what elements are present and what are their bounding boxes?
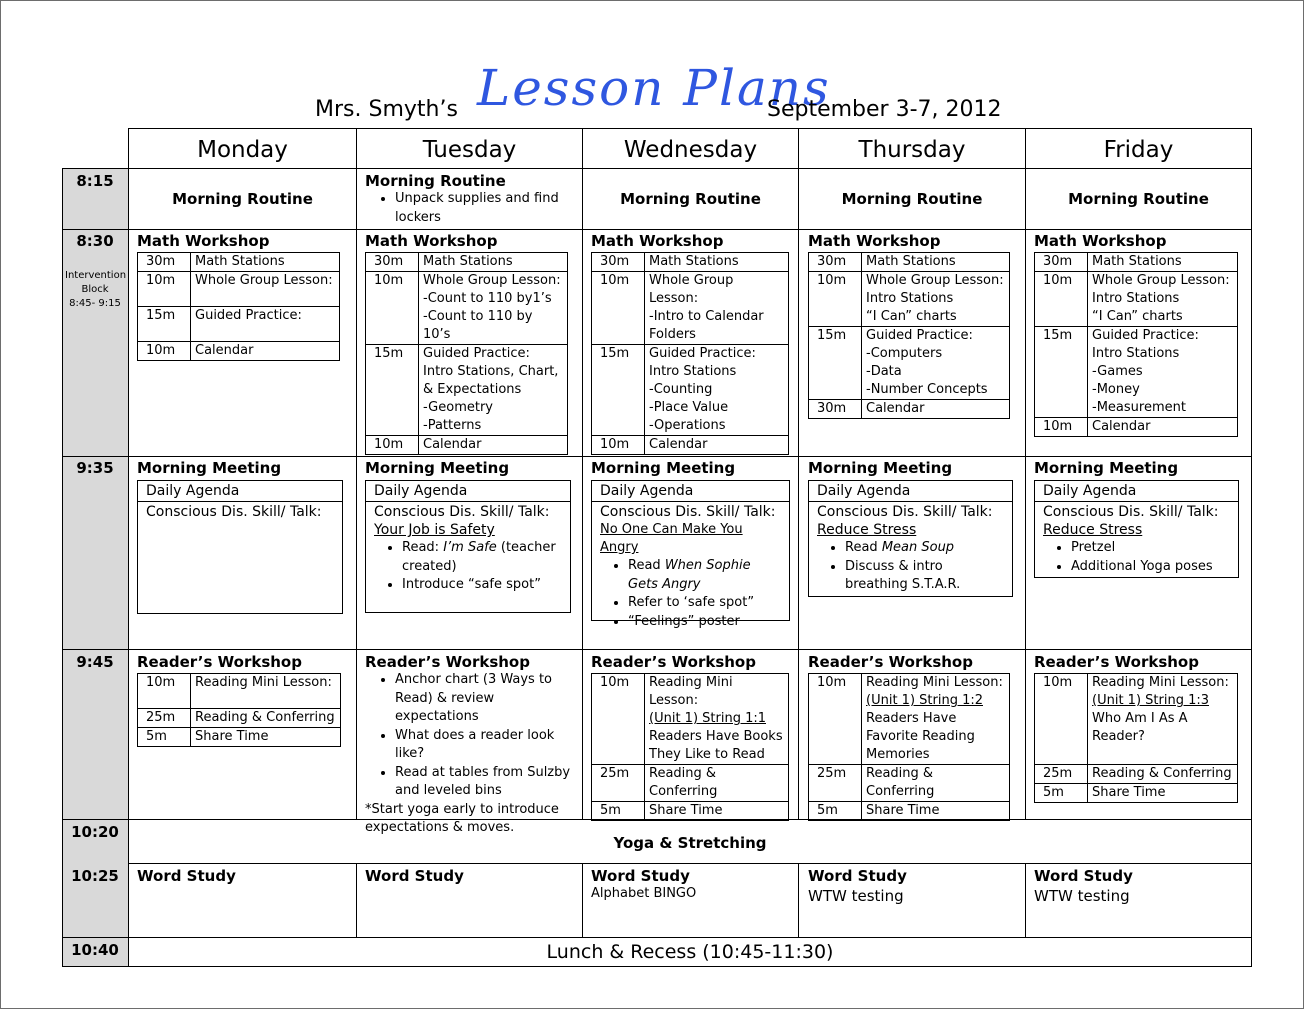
table-cell: Whole Group Lesson: -Count to 110 by1’s -Count to 110 by 10’s <box>419 272 568 345</box>
time-815: 8:15 <box>76 172 114 190</box>
table-row <box>809 253 1010 272</box>
table-row <box>809 674 1010 765</box>
table-row <box>809 400 1010 419</box>
math-workshop-monday <box>137 232 343 361</box>
daily-agenda: Daily Agenda <box>366 481 570 502</box>
day-header-friday: Friday <box>1103 137 1174 163</box>
table-cell: Reading Mini Lesson: (Unit 1) String 1:3 Who Am I As A Reader? <box>1088 674 1238 765</box>
table-cell: 10m <box>138 272 191 307</box>
table-cell: Math Stations <box>862 253 1010 272</box>
reading-schedule-table <box>808 673 1010 821</box>
morning-meeting-label: Morning Meeting <box>137 459 282 477</box>
word-study-activity: Alphabet BINGO <box>591 886 697 901</box>
intervention-time: 8:45- 9:15 <box>69 298 121 309</box>
word-study-tuesday <box>365 867 575 885</box>
list-item: • “Feelings” poster <box>628 613 781 632</box>
word-study-friday <box>1034 867 1244 905</box>
list-item: • Refer to ‘safe spot” <box>628 594 781 613</box>
table-cell: 10m <box>809 674 862 765</box>
table-cell: Math Stations <box>1088 253 1238 272</box>
table-row <box>138 728 341 747</box>
table-cell: 15m <box>366 345 419 436</box>
table-row <box>366 436 568 455</box>
daily-agenda: Daily Agenda <box>1035 481 1238 502</box>
daily-agenda: Daily Agenda <box>138 481 342 502</box>
readers-workshop-label: Reader’s Workshop <box>808 653 973 671</box>
table-cell: Reading Mini Lesson: <box>191 674 341 709</box>
time-1040: 10:40 <box>71 941 119 959</box>
list-item: • Unpack supplies and find lockers <box>395 190 577 227</box>
table-cell: 10m <box>366 436 419 455</box>
time-935: 9:35 <box>76 459 114 477</box>
skill-talk: Conscious Dis. Skill/ Talk: <box>146 504 322 520</box>
intervention-label: Intervention Block <box>65 270 127 295</box>
skill-topic: No One Can Make You Angry <box>600 522 743 555</box>
week-dates: September 3-7, 2012 <box>767 97 1002 122</box>
day-header-wednesday: Wednesday <box>623 137 758 163</box>
table-cell: 25m <box>592 765 645 802</box>
lunch-recess: Lunch & Recess (10:45-11:30) <box>546 941 834 963</box>
table-cell: 5m <box>592 802 645 821</box>
morning-routine-tuesday <box>365 172 577 227</box>
word-study-label: Word Study <box>137 867 236 885</box>
table-cell: 15m <box>592 345 645 436</box>
list-item: • Pretzel <box>1071 539 1230 558</box>
table-row <box>138 272 340 307</box>
math-workshop-wednesday <box>591 232 791 455</box>
list-item: • What does a reader look like? <box>395 727 577 764</box>
list-item: • Read When Sophie Gets Angry <box>628 557 781 594</box>
table-cell: Math Stations <box>419 253 568 272</box>
table-cell: Calendar <box>419 436 568 455</box>
daily-agenda: Daily Agenda <box>592 481 789 502</box>
table-row <box>809 765 1010 802</box>
day-header-thursday: Thursday <box>858 137 966 163</box>
table-cell: 10m <box>592 674 645 765</box>
word-study-label: Word Study <box>808 867 907 885</box>
time-830: 8:30 <box>76 232 114 250</box>
morning-meeting-wednesday <box>591 459 791 629</box>
time-945: 9:45 <box>76 653 114 671</box>
table-cell: Reading Mini Lesson: (Unit 1) String 1:1 Readers Have Books They Like to Read <box>645 674 789 765</box>
word-study-activity: WTW testing <box>808 887 904 905</box>
table-row <box>592 765 789 802</box>
morning-routine-thursday: Morning Routine <box>841 190 983 208</box>
table-cell: Whole Group Lesson: Intro Stations “I Can” charts <box>862 272 1010 327</box>
math-schedule-table <box>365 252 568 455</box>
table-row <box>366 253 568 272</box>
teacher-name: Mrs. Smyth’s <box>315 97 458 122</box>
table-cell: Guided Practice: -Computers -Data -Number Concepts <box>862 327 1010 400</box>
table-row <box>366 345 568 436</box>
morning-meeting-label: Morning Meeting <box>591 459 736 477</box>
reading-schedule-table <box>1034 673 1238 803</box>
readers-workshop-tuesday <box>365 653 577 837</box>
morning-meeting-tuesday <box>365 459 573 613</box>
meeting-box <box>137 480 343 614</box>
word-study-label: Word Study <box>365 867 464 885</box>
skill-talk: Conscious Dis. Skill/ Talk: <box>1043 504 1219 520</box>
morning-meeting-label: Morning Meeting <box>365 459 510 477</box>
word-study-label: Word Study <box>591 867 690 885</box>
readers-workshop-label: Reader’s Workshop <box>591 653 756 671</box>
table-cell: 10m <box>1035 272 1088 327</box>
table-row <box>809 327 1010 400</box>
table-cell: 10m <box>138 674 191 709</box>
table-cell: 30m <box>366 253 419 272</box>
table-cell: Reading & Conferring <box>645 765 789 802</box>
table-row <box>138 674 341 709</box>
table-cell: 5m <box>138 728 191 747</box>
table-cell: Calendar <box>191 342 340 361</box>
math-workshop-label: Math Workshop <box>365 232 498 250</box>
table-row <box>1035 253 1238 272</box>
readers-workshop-label: Reader’s Workshop <box>365 653 530 671</box>
page-title: Lesson Plans <box>477 59 831 117</box>
table-cell: 25m <box>1035 765 1088 784</box>
time-1025: 10:25 <box>71 867 119 885</box>
table-cell: Share Time <box>862 802 1010 821</box>
meeting-box <box>808 480 1013 597</box>
list-item: • Anchor chart (3 Ways to Read) & review expectations <box>395 671 577 727</box>
day-header-monday: Monday <box>197 137 288 163</box>
readers-workshop-label: Reader’s Workshop <box>1034 653 1199 671</box>
meeting-box <box>1034 480 1239 578</box>
table-cell: Share Time <box>645 802 789 821</box>
table-cell: 10m <box>592 272 645 345</box>
table-cell: 5m <box>809 802 862 821</box>
math-schedule-table <box>808 252 1010 419</box>
math-schedule-table <box>1034 252 1238 437</box>
list-item: • Discuss & intro breathing S.T.A.R. <box>845 558 1004 595</box>
table-cell: Guided Practice: Intro Stations -Counting -Place Value -Operations <box>645 345 789 436</box>
table-cell: Share Time <box>191 728 341 747</box>
table-row <box>138 342 340 361</box>
word-study-monday <box>137 867 347 885</box>
table-cell: Math Stations <box>191 253 340 272</box>
table-cell: Calendar <box>645 436 789 455</box>
time-1020: 10:20 <box>71 823 119 841</box>
table-cell: 30m <box>1035 253 1088 272</box>
math-workshop-thursday <box>808 232 1018 419</box>
morning-routine-friday: Morning Routine <box>1068 190 1209 208</box>
table-cell: 15m <box>1035 327 1088 418</box>
readers-workshop-label: Reader’s Workshop <box>137 653 302 671</box>
table-cell: 5m <box>1035 784 1088 803</box>
list-item: • Introduce “safe spot” <box>402 576 562 595</box>
table-cell: Reading & Conferring <box>862 765 1010 802</box>
morning-meeting-monday <box>137 459 343 614</box>
skill-topic: Reduce Stress <box>1043 522 1143 538</box>
table-cell: 30m <box>809 400 862 419</box>
readers-workshop-monday <box>137 653 343 747</box>
table-row <box>592 436 789 455</box>
table-cell: 30m <box>138 253 191 272</box>
table-cell: Reading Mini Lesson: (Unit 1) String 1:2 Readers Have Favorite Reading Memories <box>862 674 1010 765</box>
skill-talk: Conscious Dis. Skill/ Talk: <box>600 504 776 520</box>
meeting-box <box>365 480 571 613</box>
table-row <box>809 802 1010 821</box>
math-schedule-table <box>137 252 340 361</box>
table-cell: 30m <box>592 253 645 272</box>
meeting-box <box>591 480 790 629</box>
math-schedule-table <box>591 252 789 455</box>
table-cell: 10m <box>592 436 645 455</box>
table-cell: 10m <box>1035 418 1088 437</box>
word-study-thursday <box>808 867 1018 905</box>
table-cell: Whole Group Lesson: -Intro to Calendar Folders <box>645 272 789 345</box>
table-row <box>1035 784 1238 803</box>
table-cell: Whole Group Lesson: <box>191 272 340 307</box>
table-cell: Calendar <box>1088 418 1238 437</box>
table-cell: Calendar <box>862 400 1010 419</box>
skill-talk: Conscious Dis. Skill/ Talk: <box>817 504 993 520</box>
math-workshop-friday <box>1034 232 1244 437</box>
skill-topic: Your Job is Safety <box>374 522 495 538</box>
morning-routine-wednesday: Morning Routine <box>620 190 761 208</box>
table-cell: 10m <box>138 342 191 361</box>
table-cell: Reading & Conferring <box>191 709 341 728</box>
table-cell: Whole Group Lesson: Intro Stations “I Can” charts <box>1088 272 1238 327</box>
yoga-stretching: Yoga & Stretching <box>613 834 767 852</box>
table-row <box>592 272 789 345</box>
yoga-note: *Start yoga early to introduce expectations & moves. <box>365 801 559 835</box>
skill-topic: Reduce Stress <box>817 522 917 538</box>
day-header-tuesday: Tuesday <box>422 137 517 163</box>
morning-routine-label: Morning Routine <box>365 172 506 190</box>
readers-workshop-friday <box>1034 653 1244 803</box>
list-item: • Additional Yoga poses <box>1071 558 1230 577</box>
table-cell: 10m <box>809 272 862 327</box>
table-row <box>592 345 789 436</box>
reading-schedule-table <box>591 673 789 821</box>
math-workshop-tuesday <box>365 232 573 455</box>
table-row <box>1035 674 1238 765</box>
list-item: • Read: I’m Safe (teacher created) <box>402 539 562 576</box>
list-item: • Read Mean Soup <box>845 539 1004 558</box>
table-cell: 30m <box>809 253 862 272</box>
table-cell: Guided Practice: <box>191 307 340 342</box>
word-study-label: Word Study <box>1034 867 1133 885</box>
skill-talk: Conscious Dis. Skill/ Talk: <box>374 504 550 520</box>
math-workshop-label: Math Workshop <box>591 232 724 250</box>
morning-meeting-label: Morning Meeting <box>808 459 953 477</box>
readers-workshop-thursday <box>808 653 1018 821</box>
table-cell: Guided Practice: Intro Stations, Chart, & Expectations -Geometry -Patterns <box>419 345 568 436</box>
table-row <box>592 802 789 821</box>
reading-schedule-table <box>137 673 341 747</box>
math-workshop-label: Math Workshop <box>137 232 270 250</box>
table-cell: 10m <box>1035 674 1088 765</box>
table-cell: Math Stations <box>645 253 789 272</box>
table-row <box>592 253 789 272</box>
table-row <box>138 709 341 728</box>
morning-meeting-thursday <box>808 459 1018 597</box>
table-cell: Guided Practice: Intro Stations -Games -Money -Measurement <box>1088 327 1238 418</box>
table-row <box>809 272 1010 327</box>
morning-meeting-friday <box>1034 459 1244 578</box>
word-study-wednesday <box>591 867 791 903</box>
morning-routine-monday: Morning Routine <box>172 190 313 208</box>
math-workshop-label: Math Workshop <box>808 232 941 250</box>
word-study-activity: WTW testing <box>1034 887 1130 905</box>
table-cell: 15m <box>809 327 862 400</box>
list-item: • Read at tables from Sulzby and leveled bins <box>395 764 577 801</box>
table-row <box>138 253 340 272</box>
table-cell: 25m <box>138 709 191 728</box>
table-cell: 10m <box>366 272 419 345</box>
table-row <box>1035 418 1238 437</box>
table-row <box>1035 327 1238 418</box>
math-workshop-label: Math Workshop <box>1034 232 1167 250</box>
table-row <box>366 272 568 345</box>
table-row <box>592 674 789 765</box>
table-row <box>1035 765 1238 784</box>
daily-agenda: Daily Agenda <box>809 481 1012 502</box>
readers-workshop-wednesday <box>591 653 791 821</box>
table-cell: 15m <box>138 307 191 342</box>
table-row <box>1035 272 1238 327</box>
table-cell: 25m <box>809 765 862 802</box>
table-cell: Share Time <box>1088 784 1238 803</box>
table-row <box>138 307 340 342</box>
morning-meeting-label: Morning Meeting <box>1034 459 1179 477</box>
table-cell: Reading & Conferring <box>1088 765 1238 784</box>
